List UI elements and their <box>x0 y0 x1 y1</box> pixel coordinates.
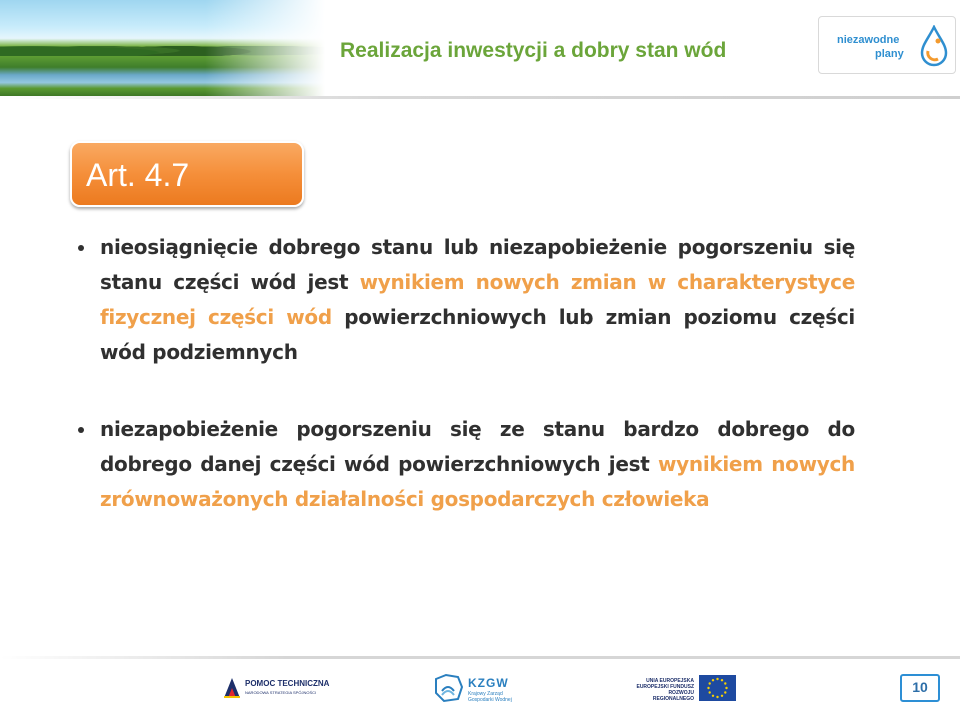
kzgw-logo-icon <box>432 673 464 703</box>
bullet-1-text-b: powierzchniowych lub zmian poziomu części wód podziemnych <box>100 305 855 364</box>
logo-text-line2: plany <box>875 48 904 60</box>
header-landscape-photo <box>0 0 325 96</box>
niezawodne-plany-logo <box>818 16 956 74</box>
pomoc-techniczna-logo-icon <box>222 676 242 700</box>
kzgw-subtitle: Krajowy Zarząd Gospodarki Wodnej <box>468 691 512 703</box>
eu-fund-text: UNIA EUROPEJSKA EUROPEJSKI FUNDUSZ ROZWOJU REGIONALNEGO <box>636 678 694 702</box>
page-number: 10 <box>912 679 928 695</box>
page-number-box <box>900 674 940 702</box>
slide-title: Realizacja inwestycji a dobry stan wód <box>340 39 727 62</box>
logo-text-line1: niezawodne <box>837 34 900 46</box>
water-drop-logo-icon <box>918 25 950 67</box>
article-badge <box>70 141 304 207</box>
bullet-item-1 <box>75 230 855 370</box>
slide-content <box>75 230 855 517</box>
slide-footer <box>0 659 960 709</box>
pomoc-techniczna-subtitle: NARODOWA STRATEGIA SPÓJNOŚCI <box>245 690 317 695</box>
header-divider <box>0 96 960 99</box>
bullet-2-text-a: niezapobieżenie pogorszeniu się ze stanu bardzo dobrego do dobrego danej części wód powierzchniowych jest <box>100 417 855 476</box>
slide-header <box>0 0 960 96</box>
bullet-2-highlight: wynikiem nowych zrównoważonych działalności gospodarczych człowieka <box>100 452 855 511</box>
kzgw-title: KZGW <box>468 676 509 690</box>
bullet-1-text-a: nieosiągnięcie dobrego stanu lub niezapobieżenie pogorszeniu się stanu części wód jest <box>100 235 855 294</box>
eu-flag-icon <box>699 675 736 701</box>
bullet-1-highlight: wynikiem nowych zmian w charakterystyce fizycznej części wód <box>100 270 855 329</box>
pomoc-techniczna-title: POMOC TECHNICZNA <box>245 679 330 688</box>
article-badge-label: Art. 4.7 <box>86 157 190 193</box>
bullet-item-2 <box>75 412 855 517</box>
